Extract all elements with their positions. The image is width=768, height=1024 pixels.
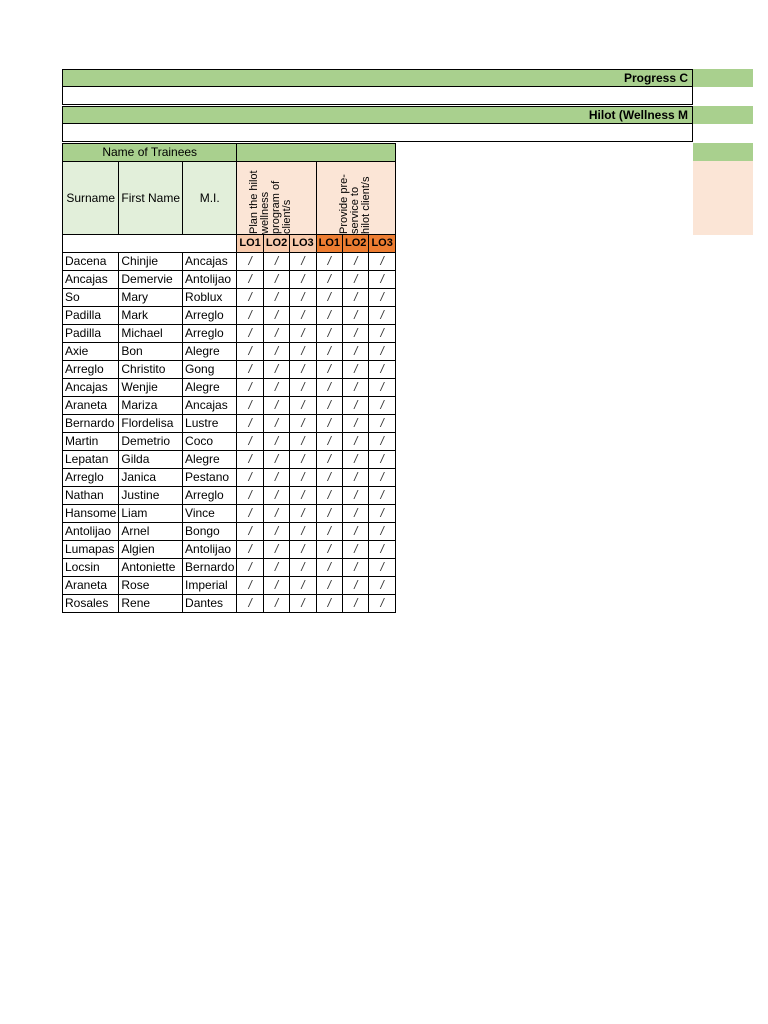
table-row bbox=[63, 271, 396, 289]
mark-cell[interactable]: / bbox=[290, 379, 316, 397]
mi-cell[interactable]: Arreglo bbox=[183, 325, 237, 343]
mark-cell[interactable]: / bbox=[263, 379, 289, 397]
mark-cell[interactable]: / bbox=[237, 577, 263, 595]
mark-cell[interactable]: / bbox=[343, 307, 369, 325]
table-row bbox=[63, 559, 396, 577]
competency-1-header bbox=[237, 162, 316, 235]
group-header-row bbox=[63, 144, 396, 162]
mark-cell[interactable]: / bbox=[343, 415, 369, 433]
lo-label-1: LO1 bbox=[237, 235, 263, 253]
first-name-cell[interactable]: Christito bbox=[119, 361, 183, 379]
blank-row bbox=[62, 124, 693, 142]
mark-cell[interactable]: / bbox=[316, 433, 342, 451]
lo-row bbox=[63, 235, 396, 253]
mark-cell[interactable]: / bbox=[343, 559, 369, 577]
subtitle-band bbox=[62, 106, 693, 124]
mark-cell[interactable]: / bbox=[290, 505, 316, 523]
mark-cell[interactable]: / bbox=[237, 325, 263, 343]
mark-cell[interactable]: / bbox=[343, 253, 369, 271]
mi-cell[interactable]: Imperial bbox=[183, 577, 237, 595]
mark-cell[interactable]: / bbox=[263, 415, 289, 433]
mark-cell[interactable]: / bbox=[369, 433, 395, 451]
mark-cell[interactable]: / bbox=[316, 595, 342, 613]
mark-cell[interactable]: / bbox=[263, 397, 289, 415]
first-name-header: First Name bbox=[119, 162, 183, 235]
mark-cell[interactable]: / bbox=[369, 487, 395, 505]
surname-cell[interactable]: Arreglo bbox=[63, 469, 119, 487]
title-band bbox=[62, 69, 693, 87]
surname-cell[interactable]: Hansome bbox=[63, 505, 119, 523]
mark-cell[interactable]: / bbox=[369, 559, 395, 577]
surname-cell[interactable]: Bernardo bbox=[63, 415, 119, 433]
mark-cell[interactable]: / bbox=[369, 523, 395, 541]
mark-cell[interactable]: / bbox=[316, 397, 342, 415]
table-row bbox=[63, 505, 396, 523]
table-row bbox=[63, 577, 396, 595]
mark-cell[interactable]: / bbox=[343, 271, 369, 289]
mark-cell[interactable]: / bbox=[237, 487, 263, 505]
mark-cell[interactable]: / bbox=[343, 505, 369, 523]
mark-cell[interactable]: / bbox=[263, 289, 289, 307]
trainee-rows bbox=[63, 253, 396, 613]
table-row bbox=[63, 541, 396, 559]
mark-cell[interactable]: / bbox=[263, 325, 289, 343]
mark-cell[interactable]: / bbox=[237, 433, 263, 451]
first-name-cell[interactable]: Rose bbox=[119, 577, 183, 595]
mark-cell[interactable]: / bbox=[263, 361, 289, 379]
mark-cell[interactable]: / bbox=[316, 505, 342, 523]
surname-cell[interactable]: Padilla bbox=[63, 307, 119, 325]
mark-cell[interactable]: / bbox=[263, 577, 289, 595]
mark-cell[interactable]: / bbox=[316, 289, 342, 307]
mi-cell[interactable]: Vince bbox=[183, 505, 237, 523]
mark-cell[interactable]: / bbox=[343, 577, 369, 595]
mark-cell[interactable]: / bbox=[369, 505, 395, 523]
mark-cell[interactable]: / bbox=[263, 307, 289, 325]
table-row bbox=[63, 595, 396, 613]
competency-2-text: Provide pre-service to hilot client/s bbox=[337, 174, 372, 234]
mark-cell[interactable]: / bbox=[237, 451, 263, 469]
surname-cell[interactable]: Araneta bbox=[63, 397, 119, 415]
mark-cell[interactable]: / bbox=[290, 307, 316, 325]
surname-cell[interactable]: Martin bbox=[63, 433, 119, 451]
mi-cell[interactable]: Dantes bbox=[183, 595, 237, 613]
mark-cell[interactable]: / bbox=[237, 253, 263, 271]
mark-cell[interactable]: / bbox=[237, 271, 263, 289]
mark-cell[interactable]: / bbox=[237, 595, 263, 613]
lo-label-6: LO3 bbox=[369, 235, 395, 253]
mark-cell[interactable]: / bbox=[237, 289, 263, 307]
group-header: Name of Trainees bbox=[63, 144, 237, 162]
table-row bbox=[63, 415, 396, 433]
surname-header: Surname bbox=[63, 162, 119, 235]
mark-cell[interactable]: / bbox=[263, 433, 289, 451]
first-name-cell[interactable]: Michael bbox=[119, 325, 183, 343]
mark-cell[interactable]: / bbox=[343, 361, 369, 379]
mark-cell[interactable]: / bbox=[290, 253, 316, 271]
mark-cell[interactable]: / bbox=[263, 541, 289, 559]
table-row bbox=[63, 451, 396, 469]
mark-cell[interactable]: / bbox=[237, 379, 263, 397]
mark-cell[interactable]: / bbox=[369, 415, 395, 433]
mark-cell[interactable]: / bbox=[290, 325, 316, 343]
table-row bbox=[63, 469, 396, 487]
mi-cell[interactable]: Roblux bbox=[183, 289, 237, 307]
mark-cell[interactable]: / bbox=[343, 451, 369, 469]
mark-cell[interactable]: / bbox=[263, 523, 289, 541]
mark-cell[interactable]: / bbox=[263, 487, 289, 505]
mark-cell[interactable]: / bbox=[316, 541, 342, 559]
mark-cell[interactable]: / bbox=[316, 307, 342, 325]
mi-cell[interactable]: Arreglo bbox=[183, 307, 237, 325]
report-subtitle: Hilot (Wellness M bbox=[588, 108, 688, 122]
mark-cell[interactable]: / bbox=[316, 343, 342, 361]
mark-cell[interactable]: / bbox=[290, 541, 316, 559]
first-name-cell[interactable]: Bon bbox=[119, 343, 183, 361]
title-band-ext bbox=[693, 69, 753, 87]
trainee-table bbox=[62, 143, 396, 613]
mark-cell[interactable]: / bbox=[316, 415, 342, 433]
mark-cell[interactable]: / bbox=[263, 451, 289, 469]
mark-cell[interactable]: / bbox=[316, 325, 342, 343]
mi-cell[interactable]: Alegre bbox=[183, 451, 237, 469]
mark-cell[interactable]: / bbox=[290, 361, 316, 379]
first-name-cell[interactable]: Mary bbox=[119, 289, 183, 307]
mark-cell[interactable]: / bbox=[290, 469, 316, 487]
blank-row bbox=[62, 87, 693, 105]
mark-cell[interactable]: / bbox=[343, 487, 369, 505]
first-name-cell[interactable]: Chinjie bbox=[119, 253, 183, 271]
mark-cell[interactable]: / bbox=[263, 559, 289, 577]
mark-cell[interactable]: / bbox=[343, 343, 369, 361]
mark-cell[interactable]: / bbox=[343, 379, 369, 397]
mark-cell[interactable]: / bbox=[369, 361, 395, 379]
table-row bbox=[63, 397, 396, 415]
mi-cell[interactable]: Lustre bbox=[183, 415, 237, 433]
surname-cell[interactable]: Rosales bbox=[63, 595, 119, 613]
surname-cell[interactable]: Axie bbox=[63, 343, 119, 361]
table-row bbox=[63, 289, 396, 307]
surname-cell[interactable]: Ancajas bbox=[63, 271, 119, 289]
mi-cell[interactable]: Gong bbox=[183, 361, 237, 379]
lo-label-5: LO2 bbox=[343, 235, 369, 253]
first-name-cell[interactable]: Flordelisa bbox=[119, 415, 183, 433]
first-name-cell[interactable]: Mariza bbox=[119, 397, 183, 415]
mark-cell[interactable]: / bbox=[369, 343, 395, 361]
table-row bbox=[63, 325, 396, 343]
mi-cell[interactable]: Alegre bbox=[183, 343, 237, 361]
mark-cell[interactable]: / bbox=[237, 415, 263, 433]
mark-cell[interactable]: / bbox=[263, 469, 289, 487]
mi-cell[interactable]: Antolijao bbox=[183, 541, 237, 559]
mark-cell[interactable]: / bbox=[369, 577, 395, 595]
table-row bbox=[63, 361, 396, 379]
first-name-cell[interactable]: Justine bbox=[119, 487, 183, 505]
mark-cell[interactable]: / bbox=[237, 523, 263, 541]
lo-label-3: LO3 bbox=[290, 235, 316, 253]
group-header-blank bbox=[237, 144, 395, 162]
mark-cell[interactable]: / bbox=[316, 577, 342, 595]
mark-cell[interactable]: / bbox=[316, 559, 342, 577]
mark-cell[interactable]: / bbox=[369, 307, 395, 325]
lo-row-blank bbox=[63, 235, 237, 253]
mark-cell[interactable]: / bbox=[263, 271, 289, 289]
mark-cell[interactable]: / bbox=[237, 469, 263, 487]
mark-cell[interactable]: / bbox=[343, 523, 369, 541]
competency-1-text: Plan the hilot wellness program of client/s bbox=[247, 170, 293, 234]
table-row bbox=[63, 379, 396, 397]
mark-cell[interactable]: / bbox=[316, 469, 342, 487]
mark-cell[interactable]: / bbox=[237, 307, 263, 325]
mark-cell[interactable]: / bbox=[290, 289, 316, 307]
mark-cell[interactable]: / bbox=[290, 523, 316, 541]
mark-cell[interactable]: / bbox=[290, 271, 316, 289]
mark-cell[interactable]: / bbox=[237, 361, 263, 379]
mark-cell[interactable]: / bbox=[237, 559, 263, 577]
mark-cell[interactable]: / bbox=[369, 397, 395, 415]
mi-cell[interactable]: Ancajas bbox=[183, 253, 237, 271]
mark-cell[interactable]: / bbox=[369, 289, 395, 307]
mark-cell[interactable]: / bbox=[316, 361, 342, 379]
mark-cell[interactable]: / bbox=[316, 451, 342, 469]
mark-cell[interactable]: / bbox=[290, 343, 316, 361]
table-row bbox=[63, 307, 396, 325]
first-name-cell[interactable]: Wenjie bbox=[119, 379, 183, 397]
mi-cell[interactable]: Bongo bbox=[183, 523, 237, 541]
surname-cell[interactable]: Dacena bbox=[63, 253, 119, 271]
mark-cell[interactable]: / bbox=[343, 289, 369, 307]
table-row bbox=[63, 253, 396, 271]
mark-cell[interactable]: / bbox=[316, 379, 342, 397]
surname-cell[interactable]: Antolijao bbox=[63, 523, 119, 541]
header-ext bbox=[693, 143, 753, 161]
mark-cell[interactable]: / bbox=[343, 433, 369, 451]
mark-cell[interactable]: / bbox=[343, 541, 369, 559]
first-name-cell[interactable]: Mark bbox=[119, 307, 183, 325]
first-name-cell[interactable]: Janica bbox=[119, 469, 183, 487]
surname-cell[interactable]: Locsin bbox=[63, 559, 119, 577]
first-name-cell[interactable]: Arnel bbox=[119, 523, 183, 541]
mark-cell[interactable]: / bbox=[369, 451, 395, 469]
mark-cell[interactable]: / bbox=[369, 271, 395, 289]
competency-ext bbox=[693, 161, 753, 235]
mark-cell[interactable]: / bbox=[369, 469, 395, 487]
first-name-cell[interactable]: Antoniette bbox=[119, 559, 183, 577]
mark-cell[interactable]: / bbox=[290, 487, 316, 505]
mark-cell[interactable]: / bbox=[290, 595, 316, 613]
mark-cell[interactable]: / bbox=[237, 505, 263, 523]
mark-cell[interactable]: / bbox=[263, 595, 289, 613]
first-name-cell[interactable]: Gilda bbox=[119, 451, 183, 469]
mark-cell[interactable]: / bbox=[343, 469, 369, 487]
table-row bbox=[63, 487, 396, 505]
mark-cell[interactable]: / bbox=[237, 541, 263, 559]
mark-cell[interactable]: / bbox=[290, 397, 316, 415]
surname-cell[interactable]: Arreglo bbox=[63, 361, 119, 379]
table-row bbox=[63, 343, 396, 361]
mark-cell[interactable]: / bbox=[316, 523, 342, 541]
mi-cell[interactable]: Coco bbox=[183, 433, 237, 451]
mark-cell[interactable]: / bbox=[316, 487, 342, 505]
mi-cell[interactable]: Arreglo bbox=[183, 487, 237, 505]
subtitle-band-ext bbox=[693, 106, 753, 124]
mark-cell[interactable]: / bbox=[369, 595, 395, 613]
mark-cell[interactable]: / bbox=[290, 415, 316, 433]
mark-cell[interactable]: / bbox=[369, 325, 395, 343]
mark-cell[interactable]: / bbox=[263, 343, 289, 361]
mi-cell[interactable]: Pestano bbox=[183, 469, 237, 487]
mark-cell[interactable]: / bbox=[290, 559, 316, 577]
lo-label-4: LO1 bbox=[316, 235, 342, 253]
surname-cell[interactable]: Padilla bbox=[63, 325, 119, 343]
mark-cell[interactable]: / bbox=[237, 343, 263, 361]
table-row bbox=[63, 433, 396, 451]
table-row bbox=[63, 523, 396, 541]
mark-cell[interactable]: / bbox=[343, 595, 369, 613]
first-name-cell[interactable]: Rene bbox=[119, 595, 183, 613]
report-title: Progress C bbox=[623, 71, 688, 85]
mark-cell[interactable]: / bbox=[369, 379, 395, 397]
mi-header: M.I. bbox=[183, 162, 237, 235]
mark-cell[interactable]: / bbox=[237, 397, 263, 415]
first-name-cell[interactable]: Demervie bbox=[119, 271, 183, 289]
mark-cell[interactable]: / bbox=[343, 325, 369, 343]
surname-cell[interactable]: Lumapas bbox=[63, 541, 119, 559]
surname-cell[interactable]: Araneta bbox=[63, 577, 119, 595]
first-name-cell[interactable]: Liam bbox=[119, 505, 183, 523]
surname-cell[interactable]: Ancajas bbox=[63, 379, 119, 397]
mark-cell[interactable]: / bbox=[369, 253, 395, 271]
mark-cell[interactable]: / bbox=[263, 505, 289, 523]
surname-cell[interactable]: So bbox=[63, 289, 119, 307]
first-name-cell[interactable]: Algien bbox=[119, 541, 183, 559]
surname-cell[interactable]: Nathan bbox=[63, 487, 119, 505]
mi-cell[interactable]: Ancajas bbox=[183, 397, 237, 415]
mark-cell[interactable]: / bbox=[290, 577, 316, 595]
mark-cell[interactable]: / bbox=[290, 433, 316, 451]
mark-cell[interactable]: / bbox=[343, 397, 369, 415]
mark-cell[interactable]: / bbox=[263, 253, 289, 271]
mark-cell[interactable]: / bbox=[369, 541, 395, 559]
column-header-row bbox=[63, 162, 396, 235]
mi-cell[interactable]: Alegre bbox=[183, 379, 237, 397]
mark-cell[interactable]: / bbox=[290, 451, 316, 469]
mark-cell[interactable]: / bbox=[316, 253, 342, 271]
surname-cell[interactable]: Lepatan bbox=[63, 451, 119, 469]
competency-2-header bbox=[316, 162, 395, 235]
mark-cell[interactable]: / bbox=[316, 271, 342, 289]
mi-cell[interactable]: Bernardo bbox=[183, 559, 237, 577]
lo-label-2: LO2 bbox=[263, 235, 289, 253]
mi-cell[interactable]: Antolijao bbox=[183, 271, 237, 289]
first-name-cell[interactable]: Demetrio bbox=[119, 433, 183, 451]
